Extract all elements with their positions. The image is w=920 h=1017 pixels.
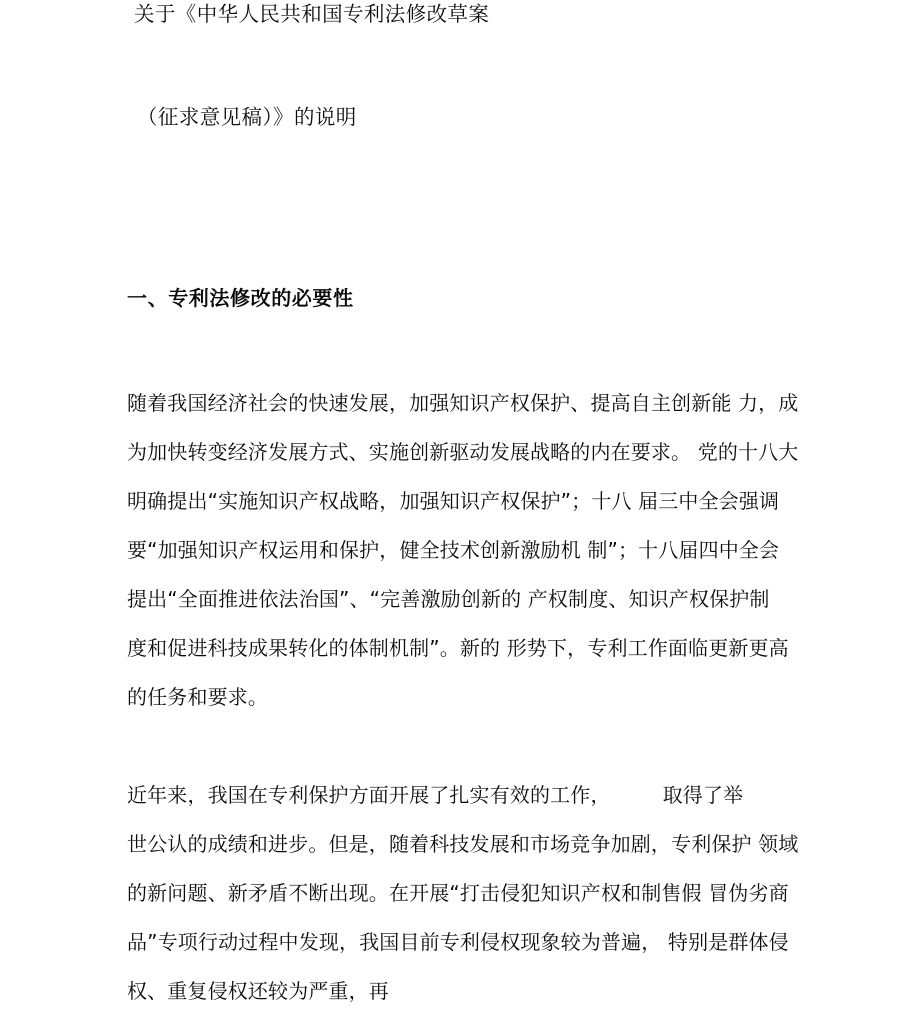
document-body xyxy=(127,379,827,1016)
text-line: 为加快转变经济发展方式、实施创新驱动发展战略的内在要求。 党的十八大 xyxy=(127,440,799,464)
text-line: 明确提出“实施知识产权战略，加强知识产权保护”；十八 届三中全会强调 xyxy=(127,489,780,513)
paragraph-2 xyxy=(127,771,827,1016)
text-line: 品”专项行动过程中发现，我国目前专利侵权现象较为普遍， 特别是群体侵 xyxy=(127,930,789,954)
document-title-line-2: （征求意见稿）》的说明 xyxy=(137,105,357,129)
text-line: 提出“全面推进依法治国”、“完善激励创新的 产权制度、知识产权保护制 xyxy=(127,587,770,611)
text-line: 的新问题、新矛盾不断出现。在开展“打击侵犯知识产权和制售假 冒伪劣商 xyxy=(127,881,789,905)
text-line: 近年来，我国在专利保护方面开展了扎实有效的工作， 取得了举 xyxy=(127,783,744,807)
paragraph-spacer xyxy=(127,722,827,771)
text-line: 随着我国经济社会的快速发展，加强知识产权保护、提高自主创新能 力，成 xyxy=(127,391,799,415)
section-heading-necessity: 一、专利法修改的必要性 xyxy=(127,286,354,310)
text-line: 的任务和要求。 xyxy=(127,685,269,709)
text-line: 度和促进科技成果转化的体制机制”。新的 形势下，专利工作面临更新更高 xyxy=(127,636,789,660)
document-title-line-1: 关于《中华人民共和国专利法修改草案 xyxy=(134,2,490,26)
text-line: 要“加强知识产权运用和保护，健全技术创新激励机 制”；十八届四中全会 xyxy=(127,538,780,562)
text-line: 权、重复侵权还较为严重，再 xyxy=(127,979,389,1003)
text-line: 世公认的成绩和进步。但是，随着科技发展和市场竞争加剧，专利保护 领域 xyxy=(127,832,799,856)
document-title xyxy=(127,0,807,131)
paragraph-1 xyxy=(127,379,827,722)
